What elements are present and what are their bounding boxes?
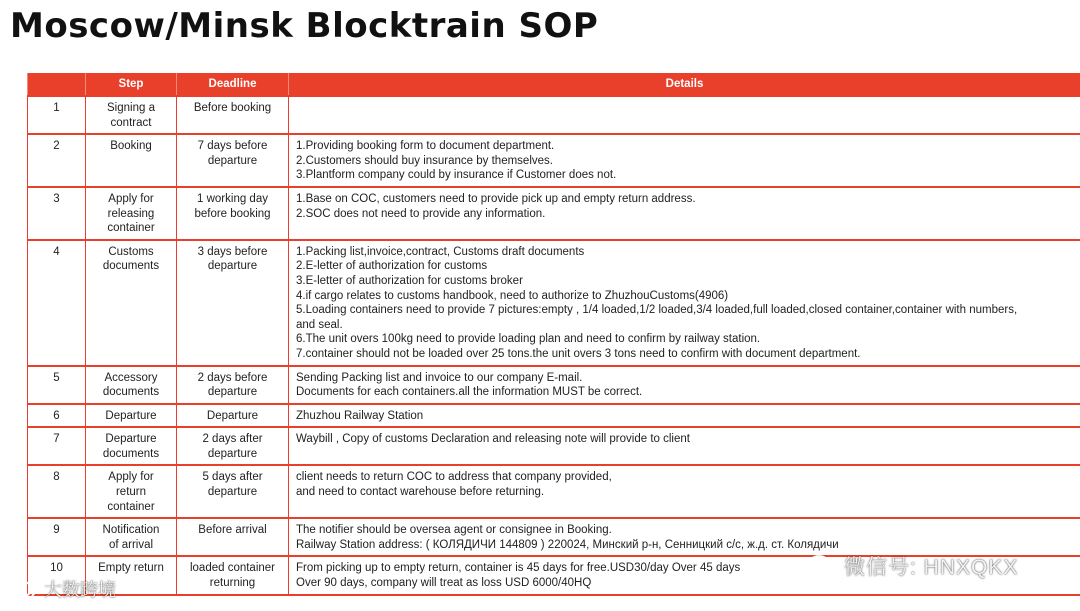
deadline (177, 518, 289, 556)
deadline-line: returning (209, 577, 256, 590)
table-row (28, 96, 1080, 134)
details-line: The notifier should be oversea agent or consignee in Booking. (296, 524, 612, 537)
brand-logo-icon (2, 578, 40, 600)
details-line: Sending Packing list and invoice to our company E-mail. (296, 371, 583, 384)
table-row (28, 366, 1080, 404)
wechat-watermark (808, 551, 1018, 581)
table-body (28, 96, 1080, 595)
details-line: Documents for each containers.all the information MUST be correct. (296, 386, 643, 399)
deadline (177, 465, 289, 518)
deadline-line: 7 days before (197, 140, 268, 153)
details (289, 404, 1080, 428)
step-name-line: Apply for (108, 471, 154, 484)
deadline-line: departure (207, 260, 258, 273)
deadline (177, 556, 289, 594)
details-line: Railway Station address: ( КОЛЯДИЧИ 144809 ) 220024, Минский р-н, Сенницкий с/с, ж.д. ст. Колядичи (296, 538, 839, 551)
details (289, 240, 1080, 366)
details (289, 366, 1080, 404)
details-line: 5.Loading containers need to provide 7 pictures:empty , 1/4 loaded,1/2 loaded,3/4 loaded,full loaded,closed container,container with numbers, (296, 304, 1018, 317)
details (289, 187, 1080, 240)
step-name (86, 240, 177, 366)
table-row (28, 404, 1080, 428)
details-line: 6.The unit overs 100kg need to provide loading plan and need to confirm by railway station. (296, 333, 761, 346)
step-number: 1 (28, 96, 86, 134)
table-row (28, 240, 1080, 366)
deadline (177, 240, 289, 366)
step-name (86, 518, 177, 556)
step-number: 10 (28, 556, 86, 594)
details (289, 465, 1080, 518)
step-name-line: Notification (102, 524, 160, 537)
step-name-line: releasing (107, 207, 155, 220)
step-name-line: of arrival (108, 538, 154, 551)
step-name (86, 366, 177, 404)
table-row (28, 465, 1080, 518)
step-number: 2 (28, 134, 86, 187)
deadline-line: Before arrival (198, 524, 267, 537)
step-number: 5 (28, 366, 86, 404)
deadline (177, 427, 289, 465)
step-name-line: documents (102, 386, 160, 399)
step-name-line: documents (102, 260, 160, 273)
deadline-line: departure (207, 154, 258, 167)
step-name-line: documents (102, 447, 160, 460)
deadline-line: departure (207, 386, 258, 399)
deadline (177, 187, 289, 240)
deadline-line: loaded container (189, 562, 276, 575)
details-line: 3.E-letter of authorization for customs broker (296, 274, 523, 287)
details-line: and seal. (296, 318, 343, 331)
details (289, 427, 1080, 465)
sop-table (27, 73, 1080, 596)
details-line: Zhuzhou Railway Station (296, 409, 424, 422)
step-number: 7 (28, 427, 86, 465)
details-line: 4.if cargo relates to customs handbook, need to authorize to ZhuzhouCustoms(4906) (296, 289, 729, 302)
step-name-line: Apply for (108, 192, 154, 205)
wechat-icon (808, 554, 838, 578)
details (289, 134, 1080, 187)
deadline-line: departure (207, 447, 258, 460)
step-number: 9 (28, 518, 86, 556)
step-name (86, 187, 177, 240)
step-name (86, 134, 177, 187)
details-line: Over 90 days, company will treat as loss USD 6000/40HQ (296, 577, 592, 590)
step-name-line: return (115, 486, 147, 499)
step-number: 4 (28, 240, 86, 366)
wechat-watermark-text: 微信号: HNXQKX (844, 556, 1019, 579)
table-header-row (28, 73, 1080, 96)
step-name (86, 96, 177, 134)
table-row (28, 134, 1080, 187)
brand-watermark-text: 大数跨境 (44, 580, 116, 600)
deadline (177, 404, 289, 428)
deadline (177, 366, 289, 404)
step-name (86, 427, 177, 465)
table-row (28, 187, 1080, 240)
details-line: 1.Providing booking form to document department. (296, 140, 555, 153)
step-number: 3 (28, 187, 86, 240)
header-step: Step (86, 73, 177, 96)
table-row (28, 427, 1080, 465)
deadline-line: 3 days before (197, 245, 268, 258)
step-name (86, 465, 177, 518)
brand-watermark (2, 576, 116, 602)
deadline-line: Before booking (193, 102, 272, 114)
step-name-line: Booking (110, 140, 152, 153)
deadline-line: 5 days after (202, 471, 263, 484)
details (289, 96, 1080, 134)
details-line: 3.Plantform company could by insurance if Customer does not. (296, 169, 617, 182)
step-name-line: Departure (105, 433, 157, 446)
step-name-line: container (107, 222, 155, 235)
deadline-line: Departure (206, 409, 259, 422)
details-line: 1.Packing list,invoice,contract, Customs draft documents (296, 245, 585, 258)
details-line: and need to contact warehouse before returning. (296, 486, 545, 499)
step-number: 6 (28, 404, 86, 428)
details-line: client needs to return COC to address that company provided, (296, 471, 612, 484)
step-name-line: Empty return (98, 562, 164, 575)
deadline-line: 2 days before (197, 371, 268, 384)
header-details: Details (289, 73, 1080, 96)
details-line: 2.Customers should buy insurance by themselves. (296, 154, 553, 167)
step-name (86, 404, 177, 428)
deadline-line: 2 days after (202, 433, 263, 446)
details-line: 7.container should not be loaded over 25 tons.the unit overs 3 tons need to confirm with document department. (296, 347, 861, 360)
details-line: From picking up to empty return, container is 45 days for free.USD30/day Over 45 days (296, 562, 741, 575)
step-name-line: Accessory (104, 371, 158, 384)
deadline (177, 96, 289, 134)
details-line: 2.E-letter of authorization for customs (296, 260, 488, 273)
deadline (177, 134, 289, 187)
deadline-line: departure (207, 486, 258, 499)
page-title: Moscow/Minsk Blocktrain SOP (10, 6, 599, 46)
step-name-line: Departure (105, 409, 157, 422)
step-name-line: container (107, 500, 155, 513)
deadline-line: 1 working day (197, 192, 268, 205)
header-deadline: Deadline (177, 73, 289, 96)
step-name-line: contract (110, 116, 152, 129)
details-line: Waybill , Copy of customs Declaration and releasing note will provide to client (296, 433, 690, 446)
details-line: 2.SOC does not need to provide any information. (296, 207, 546, 220)
step-name-line: Signing a (107, 102, 155, 114)
details-line: 1.Base on COC, customers need to provide pick up and empty return address. (296, 192, 696, 205)
deadline-line: before booking (194, 207, 271, 220)
step-name-line: Customs (108, 245, 154, 258)
header-number (28, 73, 86, 96)
step-number: 8 (28, 465, 86, 518)
